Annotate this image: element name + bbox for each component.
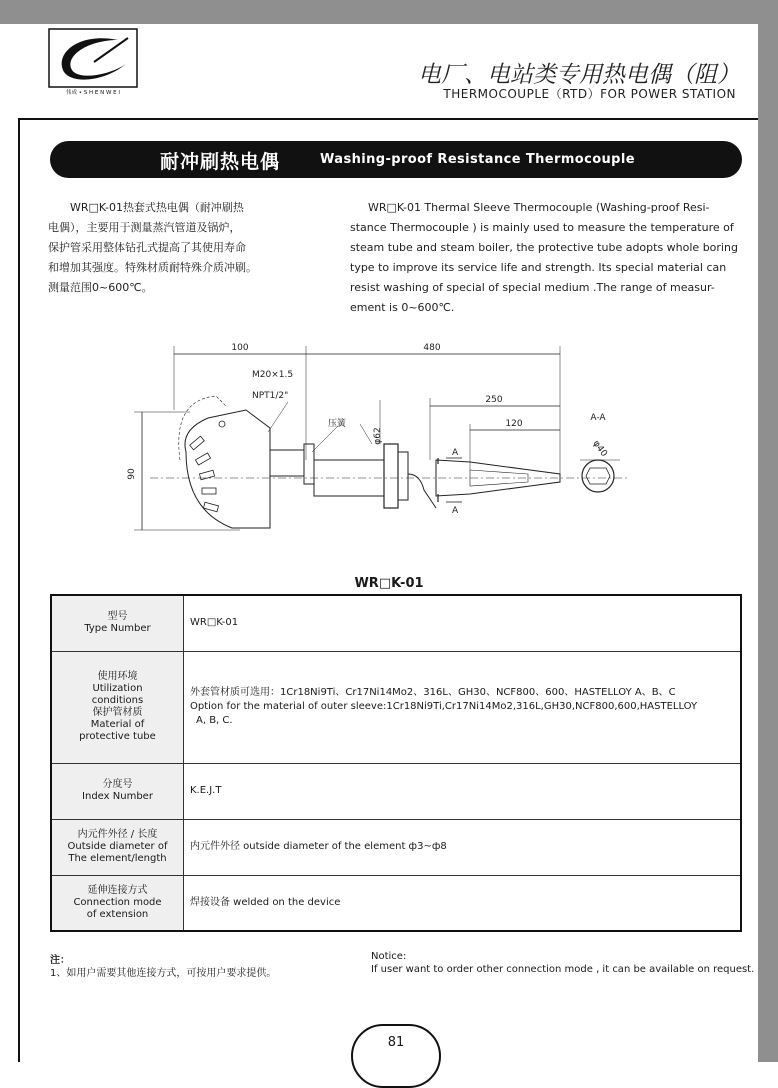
- row-value: [184, 875, 742, 931]
- row-label: [51, 595, 184, 651]
- section-a-bottom: A: [452, 506, 459, 516]
- value-line: Option for the material of outer sleeve:1Cr18Ni9Ti,Cr17Ni14Mo2,316L,GH30,NCF800,600,HASTELLOY: [190, 701, 698, 712]
- neck-shape: [270, 450, 304, 476]
- label-line: 延伸连接方式: [87, 884, 148, 896]
- label-line: Type Number: [84, 623, 151, 635]
- diameter-62-label: φ62: [373, 427, 383, 445]
- desc-cn-line: 保护管采用整体钻孔式提高了其使用寿命: [48, 241, 246, 254]
- row-value: [184, 763, 742, 819]
- label-line: Outside diameter of: [67, 841, 168, 852]
- model-title: WR□K-01: [354, 576, 424, 591]
- desc-en-line: steam tube and steam boiler, the protective tube adopts whole boring: [350, 241, 738, 254]
- logo-text: 伟成 • S H E N W E I: [66, 90, 120, 96]
- banner-title-cn: 耐冲刷热电偶: [160, 151, 281, 173]
- dimension-120: 120: [505, 419, 523, 429]
- label-line: 内元件外径 / 长度: [77, 829, 158, 840]
- logo-mark-icon: [48, 28, 138, 96]
- label-line: Connection mode: [73, 896, 162, 908]
- page-number: 81: [351, 1024, 441, 1088]
- header-title-cn: 电厂、电站类专用热电偶（阻）: [418, 62, 740, 88]
- row-value: [184, 651, 742, 763]
- page-border-top: [18, 118, 758, 120]
- desc-cn-line: 和增加其强度。特殊材质耐特殊介质冲刷。: [48, 261, 257, 274]
- desc-cn-line: 电偶），主要用于测量蒸汽管道及锅炉，: [48, 221, 241, 234]
- value-line: 外套管材质可选用：1Cr18Ni9Ti、Cr17Ni14Mo2、316L、GH30、NCF800、600、HASTELLOY A、B、C: [190, 687, 676, 698]
- label-line: 使用环境: [97, 671, 138, 682]
- row-value: [184, 819, 742, 875]
- row-value: [184, 595, 742, 651]
- description-cn: [48, 198, 288, 298]
- company-logo: [48, 28, 138, 96]
- row-label: [51, 875, 184, 931]
- desc-cn-line: 测量范围0~600℃。: [48, 281, 153, 294]
- table-row: [51, 819, 741, 875]
- label-line: of extension: [86, 908, 149, 920]
- table-row: [51, 763, 741, 819]
- section-a-top: A: [452, 448, 459, 458]
- top-gray-strip: [0, 0, 778, 24]
- dimension-480: 480: [423, 343, 441, 353]
- value-line: A, B, C.: [196, 715, 233, 726]
- table-row: [51, 875, 741, 931]
- value-line: WR□K-01: [190, 617, 239, 629]
- dimension-90: 90: [127, 468, 137, 480]
- desc-en-line: WR□K-01 Thermal Sleeve Thermocouple (Washing-proof Resi-: [368, 201, 710, 214]
- table-row: [51, 651, 741, 763]
- thread-label: M20×1.5: [252, 370, 294, 380]
- row-label: [51, 763, 184, 819]
- desc-cn-line: WR□K-01热套式热电偶（耐冲刷热: [70, 201, 244, 214]
- row-label: [51, 651, 184, 763]
- desc-en-line: stance Thermocouple ) is mainly used to measure the temperature of: [350, 221, 734, 234]
- diameter-40-label: φ40: [590, 438, 609, 459]
- technical-drawing: [120, 340, 640, 540]
- dimension-100: 100: [231, 343, 249, 353]
- value-line: 内元件外径 outside diameter of the element ф3~ф8: [190, 841, 447, 852]
- banner-title-en: Washing-proof Resistance Thermocouple: [320, 152, 635, 167]
- value-line: K.E.J.T: [190, 785, 222, 796]
- dimension-250: 250: [485, 395, 503, 405]
- header-title-en: THERMOCOUPLE（RTD）FOR POWER STATION: [443, 87, 736, 101]
- row-label: [51, 819, 184, 875]
- description-en: [350, 198, 740, 318]
- spring-label: 压簧: [328, 419, 347, 429]
- desc-en-line: resist washing of special of special medium .The range of measur-: [350, 281, 715, 294]
- section-banner: [50, 141, 742, 178]
- junction-head-shape: [185, 410, 270, 528]
- section-title: A-A: [590, 413, 606, 423]
- section-circle-shape: [582, 460, 614, 492]
- note-title-cn: 注：: [50, 955, 70, 966]
- label-line: Index Number: [82, 791, 153, 802]
- label-line: conditions: [91, 695, 144, 706]
- spec-table: [50, 594, 742, 932]
- desc-en-line: ement is 0~600℃.: [350, 301, 455, 314]
- table-row: [51, 595, 741, 651]
- right-gray-strip: [758, 0, 778, 1062]
- note-text-en: If user want to order other connection mode , it can be available on request.: [371, 964, 755, 975]
- label-line: 保护管材质: [92, 707, 143, 718]
- label-line: The element/length: [68, 853, 167, 864]
- value-line: 焊接设备 welded on the device: [190, 896, 341, 908]
- label-line: 型号: [107, 611, 128, 623]
- label-line: Utilization: [92, 683, 143, 694]
- note-title-en: Notice:: [371, 951, 407, 962]
- label-line: protective tube: [79, 731, 156, 742]
- npt-label: NPT1/2": [252, 391, 289, 401]
- label-line: Material of: [90, 719, 145, 730]
- desc-en-line: type to improve its service life and strength. Its special material can: [350, 261, 727, 274]
- label-line: 分度号: [102, 779, 133, 790]
- flange-shape: [384, 444, 398, 508]
- note-text-cn: 1、如用户需要其他连接方式，可按用户要求提供。: [50, 968, 277, 979]
